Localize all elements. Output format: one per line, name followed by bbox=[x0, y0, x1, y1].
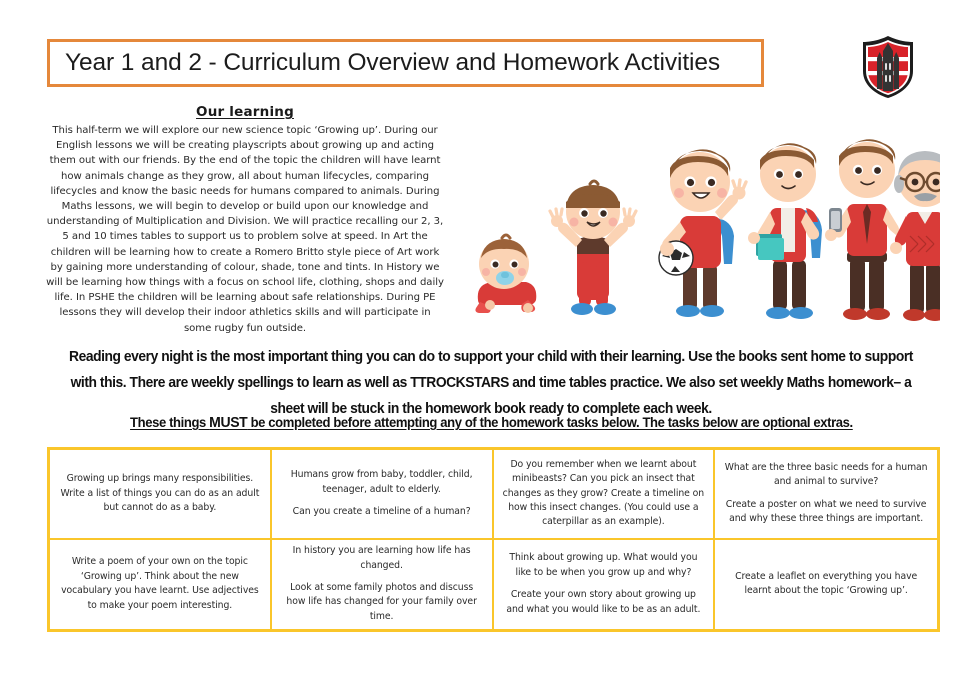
task-6-line-1: In history you are learning how life has changed. bbox=[292, 545, 471, 571]
task-2-line-2: Can you create a timeline of a human? bbox=[292, 505, 471, 517]
our-learning-heading: Our learning bbox=[196, 104, 294, 120]
task-4-line-2: Create a poster on what we need to survive and why these three things are important. bbox=[725, 498, 927, 525]
our-learning-paragraph: This half-term we will explore our new science topic ‘Growing up’. During our English lessons we will be creating playscripts about growing up and acting them out with our friends. By the end of the topic the children will have learnt how animals change as they grow, all about human lifecycles, comparing lifecycles and know the basic needs for humans compared to animals. During Maths lessons, we will begin to develop or build upon our knowledge and understanding of Multiplication and Division. We will practice recalling our 2, 3, 5 and 10 times tables to support us to problem solve at speed. In Art the children will be learning how to create a Romero Britto style piece of Art work by gaining more understanding of colour, shade, tone and tints. In History we will be learning how things with a focus on school life, clothing, shops and daily life. In PSHE the children will be learning about safe relationships. During PE lessons they will develop their indoor athletics skills and will participate in some rugby fun outside. bbox=[46, 125, 444, 334]
task-3-line-2: Create a timeline on how this insect changes. (You could use a caterpillar as an example). bbox=[508, 487, 705, 528]
homework-task-cell-8[interactable] bbox=[715, 540, 937, 630]
task-7-text bbox=[502, 551, 706, 617]
task-4-text bbox=[723, 461, 929, 527]
task-7-line-2: Create your own story about growing up and what you would like to be as an adult. bbox=[506, 589, 701, 615]
ttrockstars-emphasis: TTROCKSTARS bbox=[410, 375, 509, 391]
task-7-line-1: Think about growing up. What would you like to be when you grow up and why? bbox=[509, 552, 698, 578]
figure-baby bbox=[468, 235, 536, 314]
must-complete-notice bbox=[48, 412, 934, 431]
spacer bbox=[723, 490, 929, 498]
figure-teenager bbox=[748, 143, 822, 321]
reading-part-2: and time tables practice. We also set weekly Maths homework– a sheet will be stuck in the homework book ready to complete each week. bbox=[270, 375, 912, 417]
task-2-text bbox=[280, 468, 484, 519]
task-6-line-2: Look at some family photos and discuss how life has changed for your family over time. bbox=[286, 582, 477, 622]
reading-paragraph bbox=[66, 344, 917, 422]
homework-task-cell-3[interactable] bbox=[494, 450, 716, 540]
must-suffix: be completed before attempting any of the homework tasks below. The tasks below are optional extras. bbox=[246, 415, 853, 430]
figure-toddler bbox=[550, 181, 636, 317]
must-prefix: These things bbox=[129, 415, 209, 430]
task-2-line-1: Humans grow from baby, toddler, child, teenager, adult to elderly. bbox=[290, 469, 473, 495]
spacer bbox=[280, 573, 484, 581]
task-4-line-1: What are the three basic needs for a human and animal to survive? bbox=[724, 461, 928, 488]
reading-part-1: Reading every night is the most important thing you can do to support your child with their learning. Use the books sent home to support with this. There are weekly spellings to learn as well as bbox=[69, 349, 913, 391]
human-lifecycle-illustration bbox=[440, 112, 940, 330]
homework-task-cell-6[interactable] bbox=[272, 540, 494, 630]
school-crest-logo bbox=[858, 33, 918, 101]
homework-task-cell-5[interactable] bbox=[50, 540, 272, 630]
spacer bbox=[502, 580, 706, 588]
page-title: Year 1 and 2 - Curriculum Overview and Homework Activities bbox=[65, 49, 721, 76]
task-6-text bbox=[280, 544, 484, 624]
document-header bbox=[0, 0, 980, 100]
task-8-text: Create a leaflet on everything you have learnt about the topic ‘Growing up’. bbox=[735, 570, 918, 597]
homework-task-cell-7[interactable] bbox=[494, 540, 716, 630]
page-title-box bbox=[47, 39, 764, 87]
homework-tasks-grid bbox=[47, 447, 940, 632]
homework-task-cell-1[interactable] bbox=[50, 450, 272, 540]
figure-elderly bbox=[890, 151, 940, 323]
homework-task-cell-4[interactable] bbox=[715, 450, 937, 540]
task-3-text bbox=[502, 458, 706, 530]
task-3-line-1: Do you remember when we learnt about minibeasts? Can you pick an insect that changes as they grow? bbox=[502, 458, 697, 499]
task-5-text: Write a poem of your own on the topic ‘Growing up’. Think about the new vocabulary you have learnt. Use adjectives to make your poem interesting. bbox=[61, 556, 259, 611]
figure-adult bbox=[825, 139, 899, 322]
must-keyword: MUST bbox=[208, 415, 247, 431]
spacer bbox=[280, 497, 484, 505]
figure-child bbox=[659, 149, 746, 319]
homework-task-cell-2[interactable] bbox=[272, 450, 494, 540]
must-notice-text bbox=[130, 415, 853, 431]
reading-importance-section bbox=[48, 344, 934, 422]
task-1-text: Growing up brings many responsibilities. Write a list of things you can do as an adult but cannot do as a baby. bbox=[60, 473, 260, 513]
our-learning-section bbox=[45, 104, 445, 336]
